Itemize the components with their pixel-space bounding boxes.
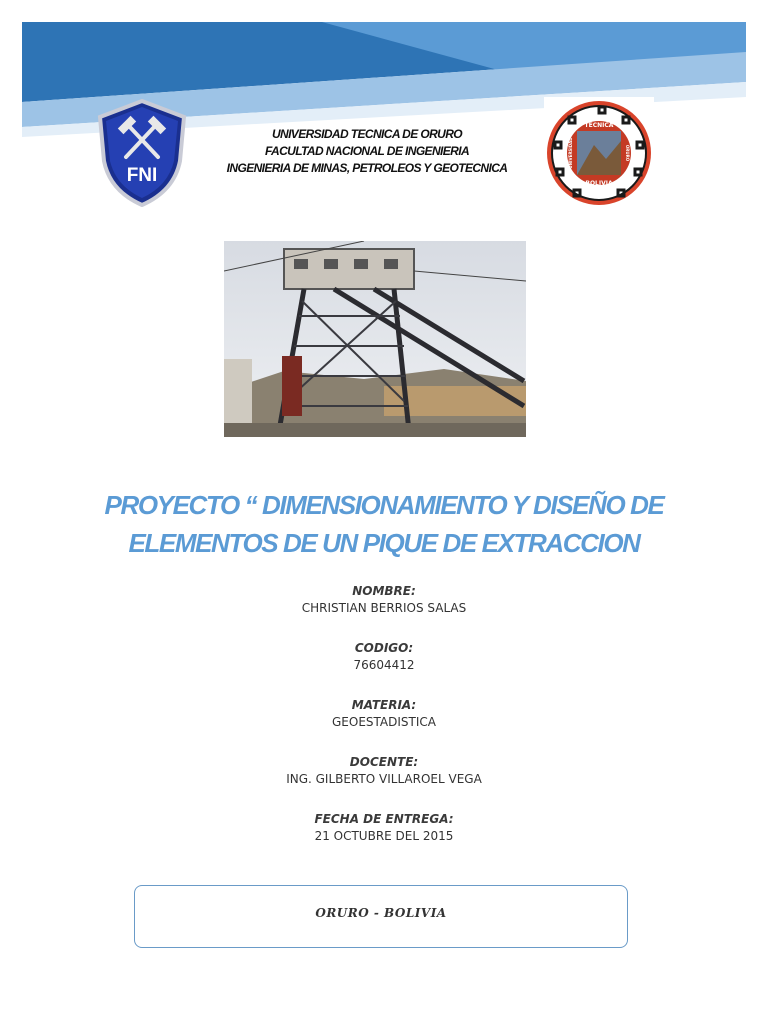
seal-text-top: TECNICA [584,122,614,129]
project-title [40,486,728,562]
student-info [134,583,634,868]
university-name: UNIVERSIDAD TECNICA DE ORURO [271,127,463,141]
subject-value: GEOESTADISTICA [332,715,436,729]
teacher-label: DOCENTE: [349,755,419,769]
seal-text-left: UNIVERSIDAD [568,137,573,169]
university-seal-logo [544,97,654,209]
name-value: CHRISTIAN BERRIOS SALAS [301,601,467,615]
faculty-name: FACULTAD NACIONAL DE INGENIERIA [264,144,470,158]
seal-text-bottom: BOLIVIA [585,180,613,187]
teacher-value: ING. GILBERTO VILLAROEL VEGA [286,772,482,786]
project-title-line-1: PROYECTO “ DIMENSIONAMIENTO Y DISEÑO DE [104,490,664,520]
project-title-line-2: ELEMENTOS DE UN PIQUE DE EXTRACCION [128,528,640,558]
mine-headframe-photo [224,241,526,437]
university-header [200,126,534,177]
code-value: 76604412 [353,658,415,672]
date-label: FECHA DE ENTREGA: [314,812,454,826]
name-label: NOMBRE: [352,584,416,598]
date-value: 21 OCTUBRE DEL 2015 [314,829,454,843]
fni-shield-logo [96,99,188,207]
seal-text-right: ORURO [625,144,630,162]
location-box [134,885,628,948]
code-label: CODIGO: [354,641,414,655]
location-text: ORURO - BOLIVIA [315,905,447,920]
subject-label: MATERIA: [351,698,417,712]
department-name: INGENIERIA DE MINAS, PETROLEOS Y GEOTECNICA [226,161,508,175]
fni-logo-text: FNI [126,165,158,186]
